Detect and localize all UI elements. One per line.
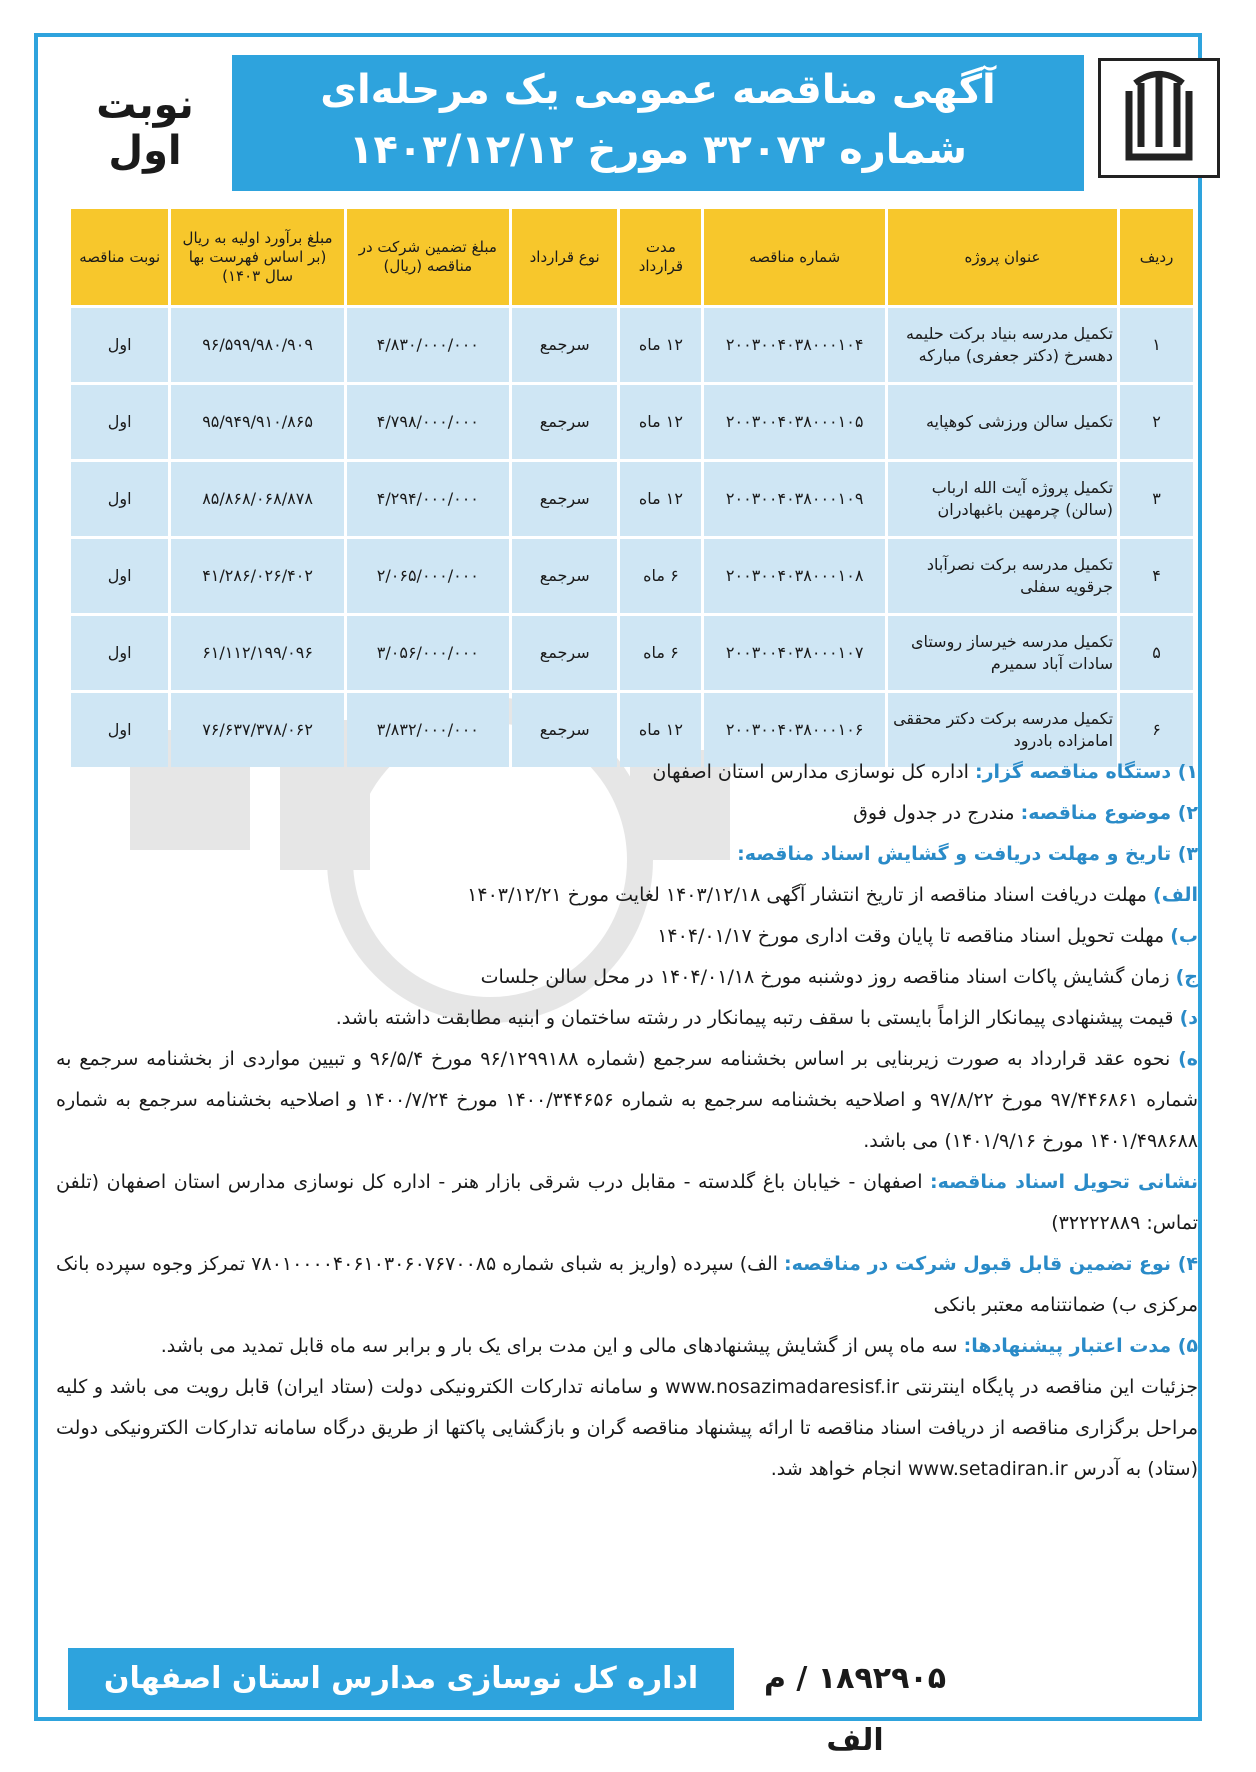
cell-row-no: ۲	[1120, 385, 1193, 459]
column-header-row-no: ردیف	[1120, 209, 1193, 305]
cell-tender-no: ۲۰۰۳۰۰۴۰۳۸۰۰۰۱۰۵	[704, 385, 884, 459]
section-guarantee-label: ۴) نوع تضمین قابل قبول شرکت در مناقصه:	[784, 1253, 1199, 1275]
item-a	[56, 875, 1198, 916]
cell-row-no: ۶	[1120, 693, 1193, 767]
cell-duration: ۱۲ ماه	[620, 385, 701, 459]
cell-estimate: ۹۶/۵۹۹/۹۸۰/۹۰۹	[171, 308, 343, 382]
cell-estimate: ۷۶/۶۳۷/۳۷۸/۰۶۲	[171, 693, 343, 767]
cell-title: تکمیل مدرسه برکت نصرآباد جرقویه سفلی	[888, 539, 1117, 613]
section-validity-text: سه ماه پس از گشایش پیشنهادهای مالی و این مدت برای یک بار و برابر سه ماه قابل تمدید می باشد.	[160, 1335, 964, 1357]
cell-round: اول	[71, 462, 168, 536]
cell-type: سرجمع	[512, 308, 617, 382]
cell-guarantee: ۳/۰۵۶/۰۰۰/۰۰۰	[347, 616, 509, 690]
column-header-guarantee: مبلغ تضمین شرکت در مناقصه (ریال)	[347, 209, 509, 305]
announcement-header	[232, 55, 1084, 191]
section-guarantee-text: الف) سپرده (واریز به شبای شماره ۷۸۰۱۰۰۰۰۴۰۶۱۰۳۰۶۰۷۶۷۰۰۸۵ تمرکز وجوه سپرده بانک مرکزی ب) ضمانتنامه معتبر بانکی	[56, 1253, 1198, 1316]
cell-tender-no: ۲۰۰۳۰۰۴۰۳۸۰۰۰۱۰۹	[704, 462, 884, 536]
cell-round: اول	[71, 539, 168, 613]
cell-round: اول	[71, 385, 168, 459]
cell-row-no: ۳	[1120, 462, 1193, 536]
section-subject	[56, 793, 1198, 834]
cell-row-no: ۱	[1120, 308, 1193, 382]
item-d-text: قیمت پیشنهادی پیمانکار الزاماً بایستی با سقف رتبه پیمانکار در رشته ساختمان و ابنیه مطابقت داشته باشد.	[335, 1007, 1180, 1029]
section-organizer-label: ۱) دستگاه مناقصه گزار:	[975, 761, 1198, 783]
column-header-duration: مدت قرارداد	[620, 209, 701, 305]
cell-type: سرجمع	[512, 385, 617, 459]
announcement-body	[56, 752, 1198, 1490]
section-validity-label: ۵) مدت اعتبار پیشنهادها:	[963, 1335, 1198, 1357]
section-details: جزئیات این مناقصه در پایگاه اینترنتی www.nosazimadaresisf.ir و سامانه تدارکات الکترونیکی دولت (ستاد ایران) قابل رویت می باشد و کلیه مراحل برگزاری مناقصه از دریافت اسناد مناقصه تا ارائه پیشنهاد مناقصه گران و بازگشایی پاکتها از طریق درگاه سامانه تدارکات الکترونیکی دولت (ستاد) به آدرس www.setadiran.ir انجام خواهد شد.	[56, 1376, 1198, 1480]
cell-tender-no: ۲۰۰۳۰۰۴۰۳۸۰۰۰۱۰۶	[704, 693, 884, 767]
table-header-row	[71, 209, 1193, 305]
cell-estimate: ۶۱/۱۱۲/۱۹۹/۰۹۶	[171, 616, 343, 690]
cell-round: اول	[71, 616, 168, 690]
item-b-text: مهلت تحویل اسناد مناقصه تا پایان وقت اداری مورخ ۱۴۰۴/۰۱/۱۷	[657, 925, 1171, 947]
announcement-title: آگهی مناقصه عمومی یک مرحله‌ای	[320, 67, 996, 113]
item-c-text: زمان گشایش پاکات اسناد مناقصه روز دوشنبه مورخ ۱۴۰۴/۰۱/۱۸ در محل سالن جلسات	[480, 966, 1176, 988]
tenders-table	[68, 206, 1196, 770]
cell-type: سرجمع	[512, 539, 617, 613]
cell-estimate: ۸۵/۸۶۸/۰۶۸/۸۷۸	[171, 462, 343, 536]
cell-title: تکمیل سالن ورزشی کوهپایه	[888, 385, 1117, 459]
table-row	[71, 308, 1193, 382]
item-e-label: ه)	[1178, 1048, 1198, 1070]
section-address	[56, 1162, 1198, 1244]
cell-title: تکمیل مدرسه خیرساز روستای سادات آباد سمیرم	[888, 616, 1117, 690]
cell-duration: ۶ ماه	[620, 539, 701, 613]
cell-duration: ۱۲ ماه	[620, 308, 701, 382]
section-validity	[56, 1326, 1198, 1367]
section-address-label: نشانی تحویل اسناد مناقصه:	[930, 1171, 1199, 1193]
ad-number: ۱۸۹۲۹۰۵ / م الف	[763, 1661, 947, 1758]
item-b-label: ب)	[1170, 925, 1198, 947]
cell-guarantee: ۳/۸۳۲/۰۰۰/۰۰۰	[347, 693, 509, 767]
cell-duration: ۱۲ ماه	[620, 462, 701, 536]
cell-guarantee: ۲/۰۶۵/۰۰۰/۰۰۰	[347, 539, 509, 613]
section-organizer-text: اداره کل نوسازی مدارس استان اصفهان	[652, 761, 976, 783]
section-dates-heading	[56, 834, 1198, 875]
cell-guarantee: ۴/۷۹۸/۰۰۰/۰۰۰	[347, 385, 509, 459]
item-e	[56, 1039, 1198, 1162]
item-a-text: مهلت دریافت اسناد مناقصه از تاریخ انتشار آگهی ۱۴۰۳/۱۲/۱۸ لغایت مورخ ۱۴۰۳/۱۲/۲۱	[467, 884, 1154, 906]
column-header-tender-no: شماره مناقصه	[704, 209, 884, 305]
cell-duration: ۱۲ ماه	[620, 693, 701, 767]
section-subject-text: مندرج در جدول فوق	[853, 802, 1021, 824]
cell-tender-no: ۲۰۰۳۰۰۴۰۳۸۰۰۰۱۰۴	[704, 308, 884, 382]
cell-title: تکمیل پروژه آیت الله ارباب (سالن) چرمهین باغبهادران	[888, 462, 1117, 536]
item-c-label: ج)	[1175, 966, 1198, 988]
footer-organization: اداره کل نوسازی مدارس استان اصفهان	[68, 1648, 734, 1710]
cell-row-no: ۵	[1120, 616, 1193, 690]
announcement-number-date: شماره ۳۲۰۷۳ مورخ ۱۴۰۳/۱۲/۱۲	[349, 127, 967, 173]
section-subject-label: ۲) موضوع مناقصه:	[1020, 802, 1198, 824]
item-d-label: د)	[1179, 1007, 1198, 1029]
cell-estimate: ۹۵/۹۴۹/۹۱۰/۸۶۵	[171, 385, 343, 459]
cell-guarantee: ۴/۸۳۰/۰۰۰/۰۰۰	[347, 308, 509, 382]
cell-type: سرجمع	[512, 616, 617, 690]
table-row	[71, 462, 1193, 536]
column-header-round: نوبت مناقصه	[71, 209, 168, 305]
cell-title: تکمیل مدرسه برکت دکتر محققی امامزاده بادرود	[888, 693, 1117, 767]
section-guarantee	[56, 1244, 1198, 1326]
round-label: نوبت اول	[96, 82, 194, 174]
cell-round: اول	[71, 308, 168, 382]
table-row	[71, 539, 1193, 613]
section-organizer	[56, 752, 1198, 793]
organization-logo-icon	[1098, 58, 1220, 178]
section-dates-label: ۳) تاریخ و مهلت دریافت و گشایش اسناد مناقصه:	[737, 843, 1198, 865]
cell-tender-no: ۲۰۰۳۰۰۴۰۳۸۰۰۰۱۰۸	[704, 539, 884, 613]
cell-duration: ۶ ماه	[620, 616, 701, 690]
item-c	[56, 957, 1198, 998]
column-header-estimate: مبلغ برآورد اولیه به ریال (بر اساس فهرست بها سال ۱۴۰۳)	[171, 209, 343, 305]
cell-title: تکمیل مدرسه بنیاد برکت حلیمه دهسرخ (دکتر جعفری) مبارکه	[888, 308, 1117, 382]
column-header-title: عنوان پروژه	[888, 209, 1117, 305]
cell-guarantee: ۴/۲۹۴/۰۰۰/۰۰۰	[347, 462, 509, 536]
cell-row-no: ۴	[1120, 539, 1193, 613]
table-row	[71, 616, 1193, 690]
cell-type: سرجمع	[512, 462, 617, 536]
cell-type: سرجمع	[512, 693, 617, 767]
cell-round: اول	[71, 693, 168, 767]
item-d	[56, 998, 1198, 1039]
column-header-type: نوع قرارداد	[512, 209, 617, 305]
item-b	[56, 916, 1198, 957]
item-a-label: الف)	[1153, 884, 1198, 906]
section-address-text: اصفهان - خیابان باغ گلدسته - مقابل درب شرقی بازار هنر - اداره کل نوسازی مدارس استان اصفهان (تلفن تماس: ۳۲۲۲۲۸۸۹)	[56, 1171, 1198, 1234]
cell-tender-no: ۲۰۰۳۰۰۴۰۳۸۰۰۰۱۰۷	[704, 616, 884, 690]
cell-estimate: ۴۱/۲۸۶/۰۲۶/۴۰۲	[171, 539, 343, 613]
item-e-text: نحوه عقد قرارداد به صورت زیربنایی بر اساس بخشنامه سرجمع (شماره ۹۶/۱۲۹۹۱۸۸ مورخ ۹۶/۵/۴ و تبیین مواردی از بخشنامه سرجمع به شماره ۹۷/۴۴۶۸۶۱ مورخ ۹۷/۸/۲۲ و اصلاحیه بخشنامه سرجمع به شماره ۱۴۰۰/۳۴۴۶۵۶ مورخ ۱۴۰۰/۷/۲۴ و اصلاحیه بخشنامه سرجمع به شماره ۱۴۰۱/۴۹۸۶۸۸ مورخ ۱۴۰۱/۹/۱۶) می باشد.	[56, 1048, 1198, 1152]
table-row	[71, 385, 1193, 459]
